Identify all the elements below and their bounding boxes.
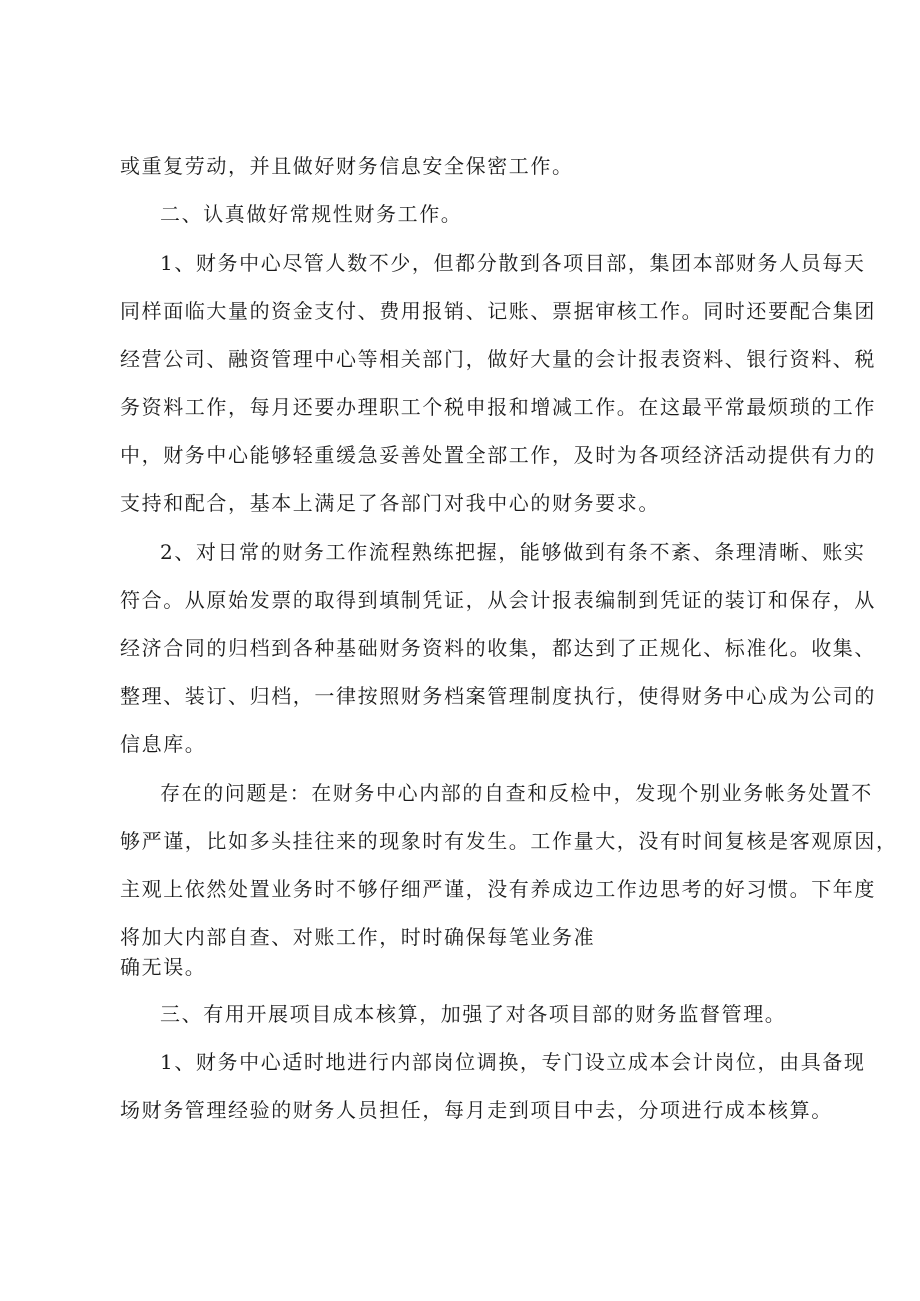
text-line: 经济合同的归档到各种基础财务资料的收集，都达到了正规化、标准化。收集、 xyxy=(120,636,876,660)
text-line: 1、财务中心尽管人数不少，但都分散到各项目部，集团本部财务人员每天 xyxy=(160,251,866,275)
section-heading: 三、有用开展项目成本核算，加强了对各项目部的财务监督管理。 xyxy=(160,1002,787,1026)
text-line: 主观上依然处置业务时不够仔细严谨，没有养成边工作边思考的好习惯。下年度 xyxy=(120,877,876,901)
text-line: 将加大内部自查、对账工作，时时确保每笔业务准 xyxy=(120,925,596,949)
text-line: 整理、装订、归档，一律按照财务档案管理制度执行，使得财务中心成为公司的 xyxy=(120,684,876,708)
text-line: 经营公司、融资管理中心等相关部门，做好大量的会计报表资料、银行资料、税 xyxy=(120,347,876,371)
text-line: 或重复劳动，并且做好财务信息安全保密工作。 xyxy=(120,154,574,178)
text-line: 2、对日常的财务工作流程熟练把握，能够做到有条不紊、条理清晰、账实 xyxy=(160,540,866,564)
section-heading: 二、认真做好常规性财务工作。 xyxy=(160,202,463,226)
text-line: 够严谨，比如多头挂往来的现象时有发生。工作量大，没有时间复核是客观原因， xyxy=(120,829,898,853)
text-line: 信息库。 xyxy=(120,732,207,756)
text-line: 场财务管理经验的财务人员担任，每月走到项目中去，分项进行成本核算。 xyxy=(120,1098,833,1122)
text-line: 同样面临大量的资金支付、费用报销、记账、票据审核工作。同时还要配合集团 xyxy=(120,299,876,323)
text-line: 中，财务中心能够轻重缓急妥善处置全部工作，及时为各项经济活动提供有力的 xyxy=(120,443,876,467)
text-line: 确无误。 xyxy=(120,955,207,979)
text-line: 1、财务中心适时地进行内部岗位调换，专门设立成本会计岗位，由具备现 xyxy=(160,1050,866,1074)
text-line: 支持和配合，基本上满足了各部门对我中心的财务要求。 xyxy=(120,491,660,515)
text-line: 存在的问题是：在财务中心内部的自查和反检中，发现个别业务帐务处置不 xyxy=(160,781,873,805)
text-line: 务资料工作，每月还要办理职工个税申报和增减工作。在这最平常最烦琐的工作 xyxy=(120,395,876,419)
text-line: 符合。从原始发票的取得到填制凭证，从会计报表编制到凭证的装订和保存，从 xyxy=(120,588,876,612)
